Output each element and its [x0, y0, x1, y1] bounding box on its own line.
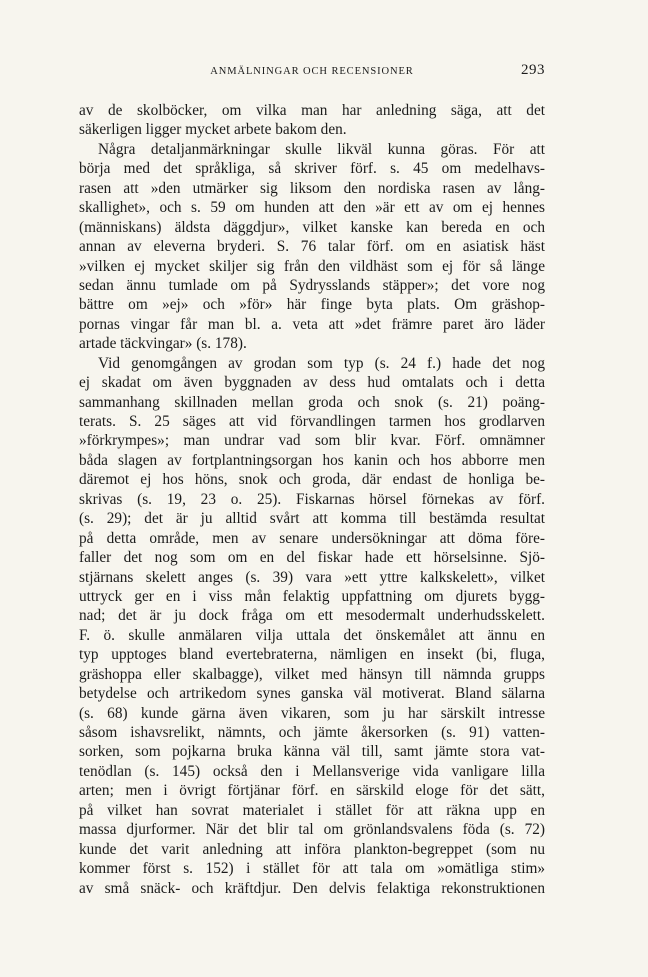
text-line: rasen att »den utmärker sig liksom den nordiska rasen av lång-: [79, 179, 545, 197]
text-line: kommer först s. 152) i stället för att tala om »omätliga stim»: [79, 860, 545, 878]
text-line: däremot ej hos höns, snok och groda, där endast de honliga be-: [79, 471, 545, 489]
text-line: arten; men i övrigt förtjänar förf. en särskild eloge för det sätt,: [79, 782, 545, 800]
text-line: sammanhang skillnaden mellan groda och snok (s. 21) poäng-: [79, 393, 545, 411]
text-line: annan av eleverna bryderi. S. 76 talar förf. om en asiatisk häst: [79, 238, 545, 256]
text-line: säkerligen ligger mycket arbete bakom den.: [79, 121, 347, 139]
text-line: på detta område, men av senare undersökningar att döma före-: [79, 529, 545, 547]
text-line: faller det nog som om en del fiskar hade ett hörselsinne. Sjö-: [79, 549, 545, 567]
page-number: 293: [521, 62, 545, 78]
text-line: tenödlan (s. 145) också den i Mellansverige vida vanligare lilla: [79, 762, 545, 780]
text-line: »förkrympes»; man undrar vad som blir kvar. Förf. omnämner: [79, 432, 545, 450]
text-line: Några detaljanmärkningar skulle likväl kunna göras. För att: [98, 140, 545, 158]
text-line: betydelse och artrikedom synes ganska väl motiverat. Bland sälarna: [79, 685, 545, 703]
text-line: Vid genomgången av grodan som typ (s. 24 f.) hade det nog: [98, 354, 545, 372]
text-line: kunde det varit anledning att införa plankton-begreppet (som nu: [79, 840, 545, 858]
text-line: bättre om »ej» och »för» här finge byta plats. Om gräshop-: [79, 296, 545, 314]
text-line: sedan ännu tumlade om på Sydrysslands stäpper»; det vore nog: [79, 276, 545, 294]
text-line: artade täckvingar» (s. 178).: [79, 335, 247, 353]
text-line: på vilket han sovrat materialet i stället för att räkna upp en: [79, 801, 545, 819]
text-line: nad; det är ju dock fråga om ett mesodermalt underhudsskelett.: [79, 607, 545, 625]
text-line: massa djurformer. När det blir tal om grönlandsvalens föda (s. 72): [79, 821, 545, 839]
text-line: av små snäck- och kräftdjur. Den delvis felaktiga rekonstruktionen: [79, 879, 545, 897]
text-line: pornas vingar får man bl. a. veta att »det främre paret äro läder: [79, 315, 545, 333]
text-line: skrivas (s. 19, 23 o. 25). Fiskarnas hörsel förnekas av förf.: [79, 490, 545, 508]
text-line: båda slagen av fortplantningsorgan hos kanin och hos abborre men: [79, 451, 545, 469]
text-line: F. ö. skulle anmälaren vilja uttala det önskemålet att ännu en: [79, 626, 545, 644]
text-line: typ upptoges bland evertebraterna, nämligen en insekt (bi, fluga,: [79, 646, 545, 664]
text-line: ej skadat om även byggnaden av dess hud omtalats och i detta: [79, 374, 545, 392]
text-line: uttryck ger en i viss mån felaktig uppfattning om djurets bygg-: [79, 587, 545, 605]
text-line: sorken, som pojkarna bruka känna väl till, samt jämte stora vat-: [79, 743, 545, 761]
text-line: såsom ishavsrelikt, nämnts, och jämte åkersorken (s. 91) vatten-: [79, 724, 545, 741]
text-line: (s. 68) kunde gärna även vikaren, som ju har särskilt intresse: [79, 704, 545, 722]
text-line: börja med det språkliga, så skriver förf. s. 45 om medelhavs-: [79, 160, 545, 178]
text-line: (s. 29); det är ju alltid svårt att komma till bestämda resultat: [79, 510, 545, 528]
page-header: [79, 62, 545, 84]
text-line: gräshoppa eller skalbagge), vilket med hänsyn till nämnda grupps: [79, 665, 545, 683]
text-line: (människans) äldsta däggdjur», vilket kanske kan bereda en och: [79, 218, 545, 236]
text-line: »vilken ej mycket skiljer sig från den vildhäst som ej för så länge: [79, 257, 545, 275]
text-line: stjärnans skelett anges (s. 39) vara »ett yttre kalkskelett», vilket: [79, 568, 545, 586]
text-line: av de skolböcker, om vilka man har anledning säga, att det: [79, 102, 545, 119]
text-line: terats. S. 25 säges att vid förvandlingen tarmen hos grodlarven: [79, 413, 545, 430]
running-head: ANMÄLNINGAR OCH RECENSIONER: [210, 66, 414, 77]
body-text: [79, 101, 545, 898]
text-line: skallighet», och s. 59 om hunden att den »är ett av om ej hennes: [79, 199, 545, 217]
